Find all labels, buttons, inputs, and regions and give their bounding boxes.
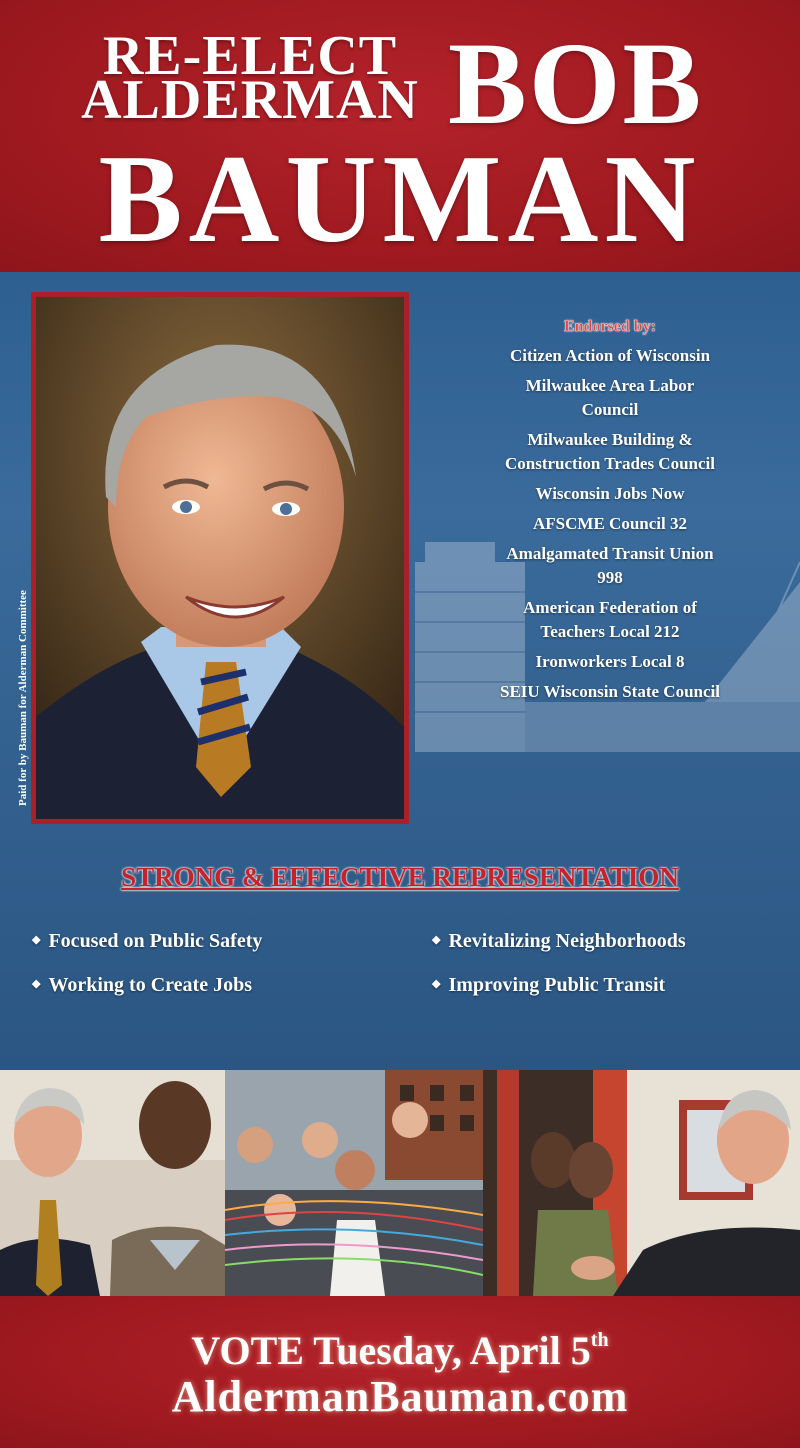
endorsement-item: Milwaukee Area Labor Council [525,376,695,419]
bullet-diamond-icon: ◆ [32,934,41,946]
platform-bullet: ◆ Focused on Public Safety [32,930,263,952]
endorsement-item: SEIU Wisconsin State Council [500,682,720,701]
candidate-portrait [36,297,404,819]
photo-ribbon-cutting [225,1070,483,1296]
campaign-website[interactable]: AldermanBauman.com [171,1372,629,1421]
platform-bullet: ◆ Working to Create Jobs [32,974,252,996]
last-name: BAUMAN [98,130,702,269]
photo-door-visit [483,1070,800,1296]
endorsement-item: AFSCME Council 32 [533,514,687,533]
bullet-diamond-icon: ◆ [432,934,441,946]
vote-date-suffix: th [590,1329,609,1351]
photo-two-men [0,1070,225,1296]
candidate-photo [36,297,404,819]
endorsement-item: Amalgamated Transit Union 998 [506,544,714,587]
endorsement-item: Wisconsin Jobs Now [535,484,685,503]
disclaimer-vertical [6,572,30,842]
candidate-portrait-frame [31,292,409,824]
first-name: BOB [448,18,704,149]
alderman-text: ALDERMAN [81,69,419,131]
endorsements-title: Endorsed by: [563,318,657,335]
endorsement-item: American Federation of Teachers Local 212 [523,598,697,641]
endorsement-item: Ironworkers Local 8 [535,652,685,671]
re-elect-text: RE-ELECT [102,25,398,87]
title-prefix [70,25,430,131]
platform-bullet: ◆ Revitalizing Neighborhoods [432,930,686,952]
disclaimer-text: Paid for by Bauman for Alderman Committee [17,590,29,806]
vote-date [0,1316,800,1375]
platform-bullet: ◆ Improving Public Transit [432,974,666,996]
header-banner [0,0,800,272]
endorsement-item: Milwaukee Building & Construction Trades Council [504,430,715,473]
bullet-diamond-icon: ◆ [432,978,441,990]
footer-banner [0,1296,800,1448]
photo-strip [0,1070,800,1296]
bullet-diamond-icon: ◆ [32,978,41,990]
platform-heading: STRONG & EFFECTIVE REPRESENTATION [121,862,679,892]
endorsement-item: Citizen Action of Wisconsin [509,346,711,365]
endorsements-list [500,316,720,710]
vote-text: VOTE Tuesday, April 5 [191,1328,591,1373]
